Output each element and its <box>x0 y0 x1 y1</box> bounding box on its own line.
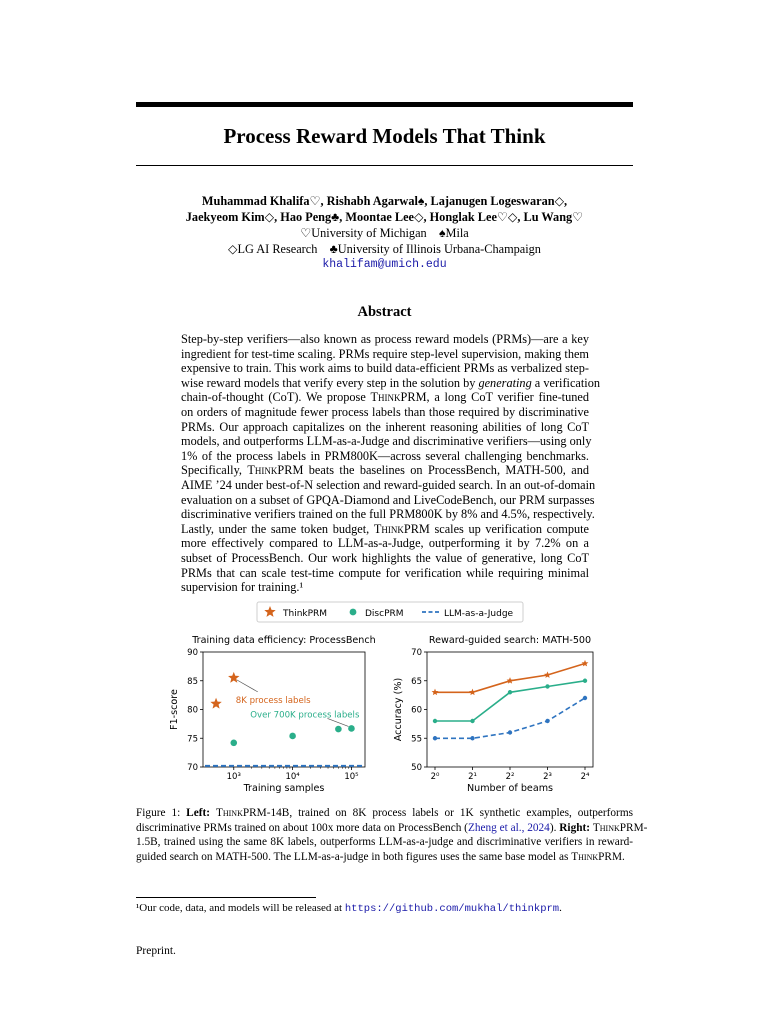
y-axis-label: Accuracy (%) <box>393 677 404 742</box>
chart-title: Training data efficiency: ProcessBench <box>192 635 376 646</box>
thinkprm-point <box>210 698 221 709</box>
chart-title: Reward-guided search: MATH-500 <box>428 635 592 646</box>
abstract-line: chain-of-thought (CoT). We propose ThinkPRM, a long CoT verifier fine-tuned <box>181 390 589 405</box>
thinkprm-point <box>507 677 514 684</box>
x-tick-label: 2³ <box>543 772 552 782</box>
title-rule-top <box>136 102 633 107</box>
abstract-line: Step-by-step verifiers—also known as process reward models (PRMs)—are a key <box>181 332 589 346</box>
figure-1 <box>150 600 620 800</box>
y-tick-label: 75 <box>187 734 198 745</box>
discprm-point <box>508 690 512 694</box>
discprm-point <box>545 684 549 688</box>
judge-point <box>545 719 549 723</box>
figure-legend <box>257 602 523 622</box>
thinkprm-point <box>228 672 239 683</box>
x-tick-label: 2⁴ <box>580 772 590 782</box>
y-axis-label: F1-score <box>169 689 180 730</box>
x-tick-label: 2¹ <box>468 772 477 782</box>
affiliations-line-2: ◇LG AI Research ♣University of Illinois Urbana-Champaign <box>228 242 541 256</box>
right-chart <box>393 635 593 794</box>
legend-discprm-label: DiscPRM <box>365 609 404 619</box>
abstract-line: ingredient for test-time scaling. PRMs require step-level supervision, making them <box>181 346 589 361</box>
abstract-line: discriminative verifiers trained on the full PRM800K by 8% and 4.5%, respectively. <box>181 507 595 522</box>
discprm-point <box>470 719 474 723</box>
thinkprm-point <box>432 689 439 696</box>
abstract-line: AIME ’24 under best-of-N selection and reward-guided search. In an out-of-domain <box>181 477 596 492</box>
caption-line: Figure 1: Left: ThinkPRM-14B, trained on 8K process labels or 1K synthetic examples, outperforms <box>136 807 633 819</box>
code-link[interactable]: https://github.com/mukhal/thinkprm <box>344 903 560 915</box>
abstract-line: supervision for training.¹ <box>181 580 304 595</box>
discprm-point <box>289 733 296 740</box>
figure-caption <box>136 806 648 864</box>
thinkprm-point <box>544 671 551 678</box>
abstract-line: PRMs that can scale test-time compute for verification while requiring minimal <box>181 565 589 580</box>
x-tick-label: 10⁴ <box>285 772 300 782</box>
caption-line: guided search on MATH-500. The LLM-as-a-judge in both figures uses the same base model as ThinkPRM. <box>136 850 625 863</box>
y-tick-label: 90 <box>187 648 198 658</box>
title-rule-bottom <box>136 165 633 166</box>
abstract-line: expensive to train. This work aims to build data-efficient PRMs as verbalized step- <box>181 361 589 376</box>
x-tick-label: 2⁰ <box>430 772 440 782</box>
judge-point <box>433 736 437 740</box>
author-email[interactable]: khalifam@umich.edu <box>322 258 447 271</box>
abstract-line: 1% of the process labels in PRM800K—across several challenging benchmarks. <box>181 448 589 463</box>
legend-discprm-circle-icon <box>350 609 357 616</box>
footnote: ¹Our code, data, and models will be released at https://github.com/mukhal/thinkprm. <box>136 902 562 915</box>
judge-point <box>508 730 512 734</box>
annotation-arrow <box>237 680 258 692</box>
y-tick-label: 60 <box>411 705 422 716</box>
abstract-line: evaluation on a subset of GPQA-Diamond and LiveCodeBench, our PRM surpasses <box>181 492 595 507</box>
y-tick-label: 50 <box>411 763 422 773</box>
annotation-8k-labels: 8K process labels <box>235 695 311 706</box>
affiliations-line-1: ♡University of Michigan ♠Mila <box>300 226 469 240</box>
caption-line: discriminative PRMs trained on about 100x more data on ProcessBench (Zheng et al., 2024). Right: ThinkPRM- <box>136 821 648 834</box>
left-chart <box>169 635 376 794</box>
abstract-line: Lastly, under the same token budget, ThinkPRM scales up verification compute <box>181 521 590 536</box>
y-tick-label: 55 <box>411 734 422 745</box>
authors-line-1: Muhammad Khalifa♡, Rishabh Agarwal♠, Lajanugen Logeswaran◇, <box>201 194 568 208</box>
legend-thinkprm-label: ThinkPRM <box>283 609 328 619</box>
legend-judge-label: LLM-as-a-Judge <box>444 609 514 619</box>
abstract-line: models, and outperforms LLM-as-a-Judge and discriminative verifiers—using only <box>181 434 592 449</box>
discprm-point <box>583 679 587 683</box>
thinkprm-point <box>582 660 589 667</box>
caption-line: 1.5B, trained using the same 8K labels, outperforms LLM-as-a-judge and discriminative verifiers in reward- <box>136 836 633 849</box>
y-tick-label: 70 <box>411 648 422 658</box>
abstract-line: on orders of magnitude fewer process labels than those required by discriminative <box>181 404 589 419</box>
annotation-700k-labels: Over 700K process labels <box>250 710 360 721</box>
abstract-line: subset of ProcessBench. Our work highlights the value of generative, long CoT <box>181 550 589 565</box>
judge-point <box>470 736 474 740</box>
discprm-series-line <box>435 681 585 721</box>
abstract-body <box>181 332 601 595</box>
discprm-point <box>335 726 342 733</box>
x-tick-label: 10⁵ <box>344 772 359 782</box>
abstract-line: Specifically, ThinkPRM beats the baselines on ProcessBench, MATH-500, and <box>181 463 589 478</box>
abstract-heading: Abstract <box>357 304 412 320</box>
y-tick-label: 65 <box>411 676 422 687</box>
y-tick-label: 85 <box>187 676 198 687</box>
discprm-point <box>433 719 437 723</box>
paper-title: Process Reward Models That Think <box>223 124 546 148</box>
x-tick-label: 10³ <box>226 772 241 782</box>
authors-line-2: Jaekyeom Kim◇, Hao Peng♣, Moontae Lee◇, Honglak Lee♡◇, Lu Wang♡ <box>185 210 584 224</box>
footnote-rule <box>136 897 316 898</box>
x-axis-label: Training samples <box>243 783 325 794</box>
x-axis-label: Number of beams <box>466 783 554 794</box>
abstract-line: wise reward models that verify every step in the solution by generating a verification <box>181 375 601 390</box>
thinkprm-point <box>469 689 476 696</box>
discprm-point <box>230 740 237 747</box>
abstract-line: more effectively compared to LLM-as-a-Judge, outperforming it by 7.2% on a <box>181 536 589 551</box>
y-tick-label: 70 <box>187 763 198 773</box>
preprint-label: Preprint. <box>136 945 176 957</box>
x-tick-label: 2² <box>505 772 515 782</box>
judge-point <box>583 696 587 700</box>
author-block <box>136 193 633 273</box>
abstract-line: PRMs. Our approach capitalizes on the inherent reasoning abilities of long CoT <box>181 419 589 434</box>
y-tick-label: 80 <box>187 705 198 716</box>
discprm-point <box>348 725 355 732</box>
